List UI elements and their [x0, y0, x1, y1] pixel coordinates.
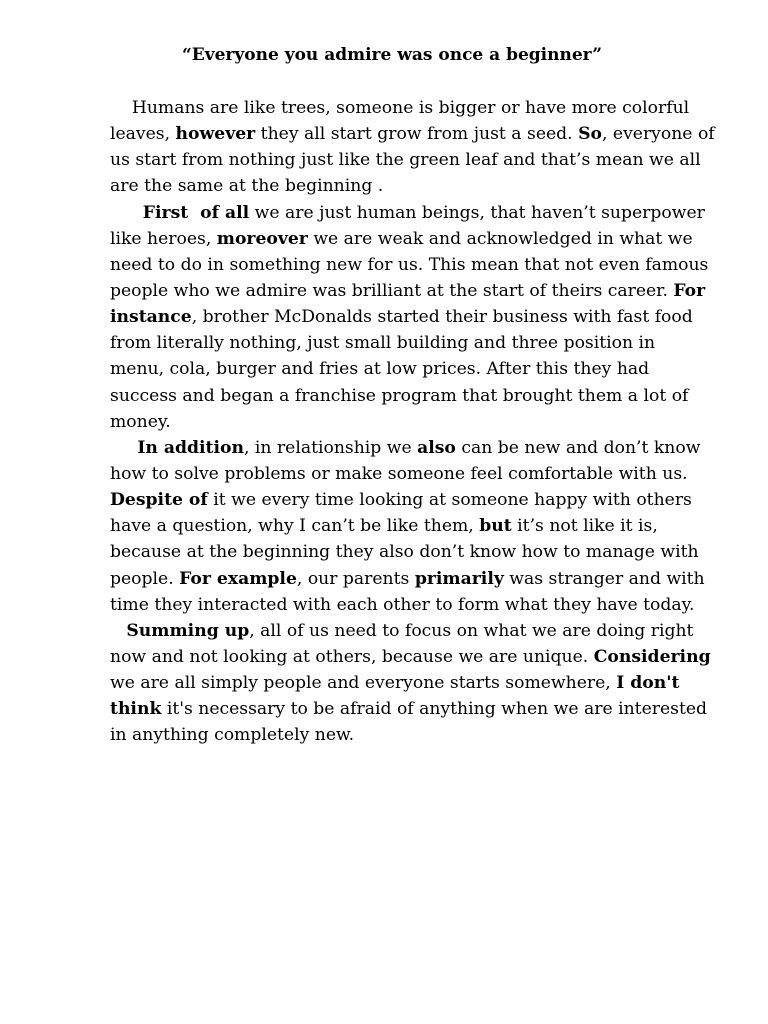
bold-phrase: think [110, 699, 162, 720]
essay-line [110, 147, 720, 173]
essay-line [110, 409, 720, 435]
text-run: from literally nothing, just small building and three position in [110, 333, 656, 354]
text-run: money. [110, 411, 171, 432]
text-run: time they interacted with each other to form what they have today. [110, 594, 695, 615]
essay-line [110, 461, 720, 487]
bold-phrase: For [673, 280, 706, 301]
text-run: because at the beginning they also don’t know how to manage with [110, 542, 699, 563]
essay-line [110, 592, 720, 618]
text-run: , our parents [296, 568, 415, 589]
bold-phrase: but [479, 516, 512, 537]
essay-line [110, 722, 720, 748]
text-run: , everyone of [601, 124, 715, 145]
text-run: now and not looking at others, because we are unique. [110, 646, 594, 667]
text-run [110, 621, 126, 641]
text-run: like heroes, [110, 228, 217, 249]
bold-phrase: In addition [137, 437, 244, 458]
text-run: we are all simply people and everyone starts somewhere, [110, 673, 617, 694]
text-run: are the same at the beginning . [110, 176, 384, 197]
text-run [110, 203, 143, 223]
essay-line [110, 278, 720, 304]
text-run: was stranger and with [503, 568, 705, 589]
essay-line [110, 226, 720, 252]
essay-line [110, 304, 720, 330]
essay-line [110, 435, 720, 461]
bold-phrase: For example [179, 568, 297, 589]
text-run: it we every time looking at someone happy with others [207, 490, 692, 511]
text-run: leaves, [110, 124, 176, 145]
text-run: success and began a franchise program that brought them a lot of [110, 385, 689, 406]
bold-phrase: So [578, 124, 602, 145]
essay-line [110, 200, 720, 226]
essay-line [110, 356, 720, 382]
bold-phrase: Summing up [126, 620, 250, 641]
text-run: how to solve problems or make someone feel comfortable with us. [110, 463, 688, 484]
text-run: us start from nothing just like the green leaf and that’s mean we all [110, 150, 701, 171]
bold-phrase: also [417, 437, 456, 458]
essay-line [110, 487, 720, 513]
text-run: people who we admire was brilliant at the start of theirs career. [110, 280, 674, 301]
essay-line [110, 539, 720, 565]
essay-line [110, 670, 720, 696]
essay-line [110, 566, 720, 592]
text-run: , in relationship we [243, 437, 418, 458]
essay-line [110, 696, 720, 722]
essay-line [110, 330, 720, 356]
text-run: need to do in something new for us. This mean that not even famous [110, 254, 709, 275]
text-run: people. [110, 568, 180, 589]
essay-line [110, 95, 720, 121]
text-run: menu, cola, burger and fries at low prices. After this they had [110, 359, 650, 380]
essay-line [110, 383, 720, 409]
bold-phrase: First of all [142, 202, 250, 223]
text-run: in anything completely new. [110, 725, 355, 746]
bold-phrase: Considering [593, 646, 711, 667]
text-run: , all of us need to focus on what we are doing right [249, 620, 694, 641]
essay-body [110, 95, 720, 749]
text-run: they all start grow from just a seed. [255, 124, 579, 145]
text-run: have a question, why I can’t be like them, [110, 516, 480, 537]
text-run: , brother McDonalds started their business with fast food [191, 307, 693, 328]
text-run: we are weak and acknowledged in what we [307, 228, 693, 249]
bold-phrase: however [175, 124, 256, 145]
text-run [110, 438, 137, 458]
text-run: Humans are like trees, someone is bigger or have more colorful [110, 98, 690, 118]
bold-phrase: Despite of [110, 490, 208, 511]
bold-phrase: primarily [414, 568, 504, 589]
text-run: it's necessary to be afraid of anything when we are interested [161, 699, 708, 720]
essay-line [110, 618, 720, 644]
bold-phrase: I don't [616, 673, 680, 694]
essay-line [110, 173, 720, 199]
bold-phrase: instance [110, 307, 192, 328]
essay-line [110, 644, 720, 670]
text-run: it’s not like it is, [511, 516, 658, 537]
document-title: “Everyone you admire was once a beginner” [182, 45, 603, 65]
essay-line [110, 252, 720, 278]
essay-line [110, 121, 720, 147]
essay-line [110, 513, 720, 539]
text-run: we are just human beings, that haven’t superpower [249, 202, 705, 223]
text-run: can be new and don’t know [455, 437, 701, 458]
bold-phrase: moreover [216, 228, 308, 249]
